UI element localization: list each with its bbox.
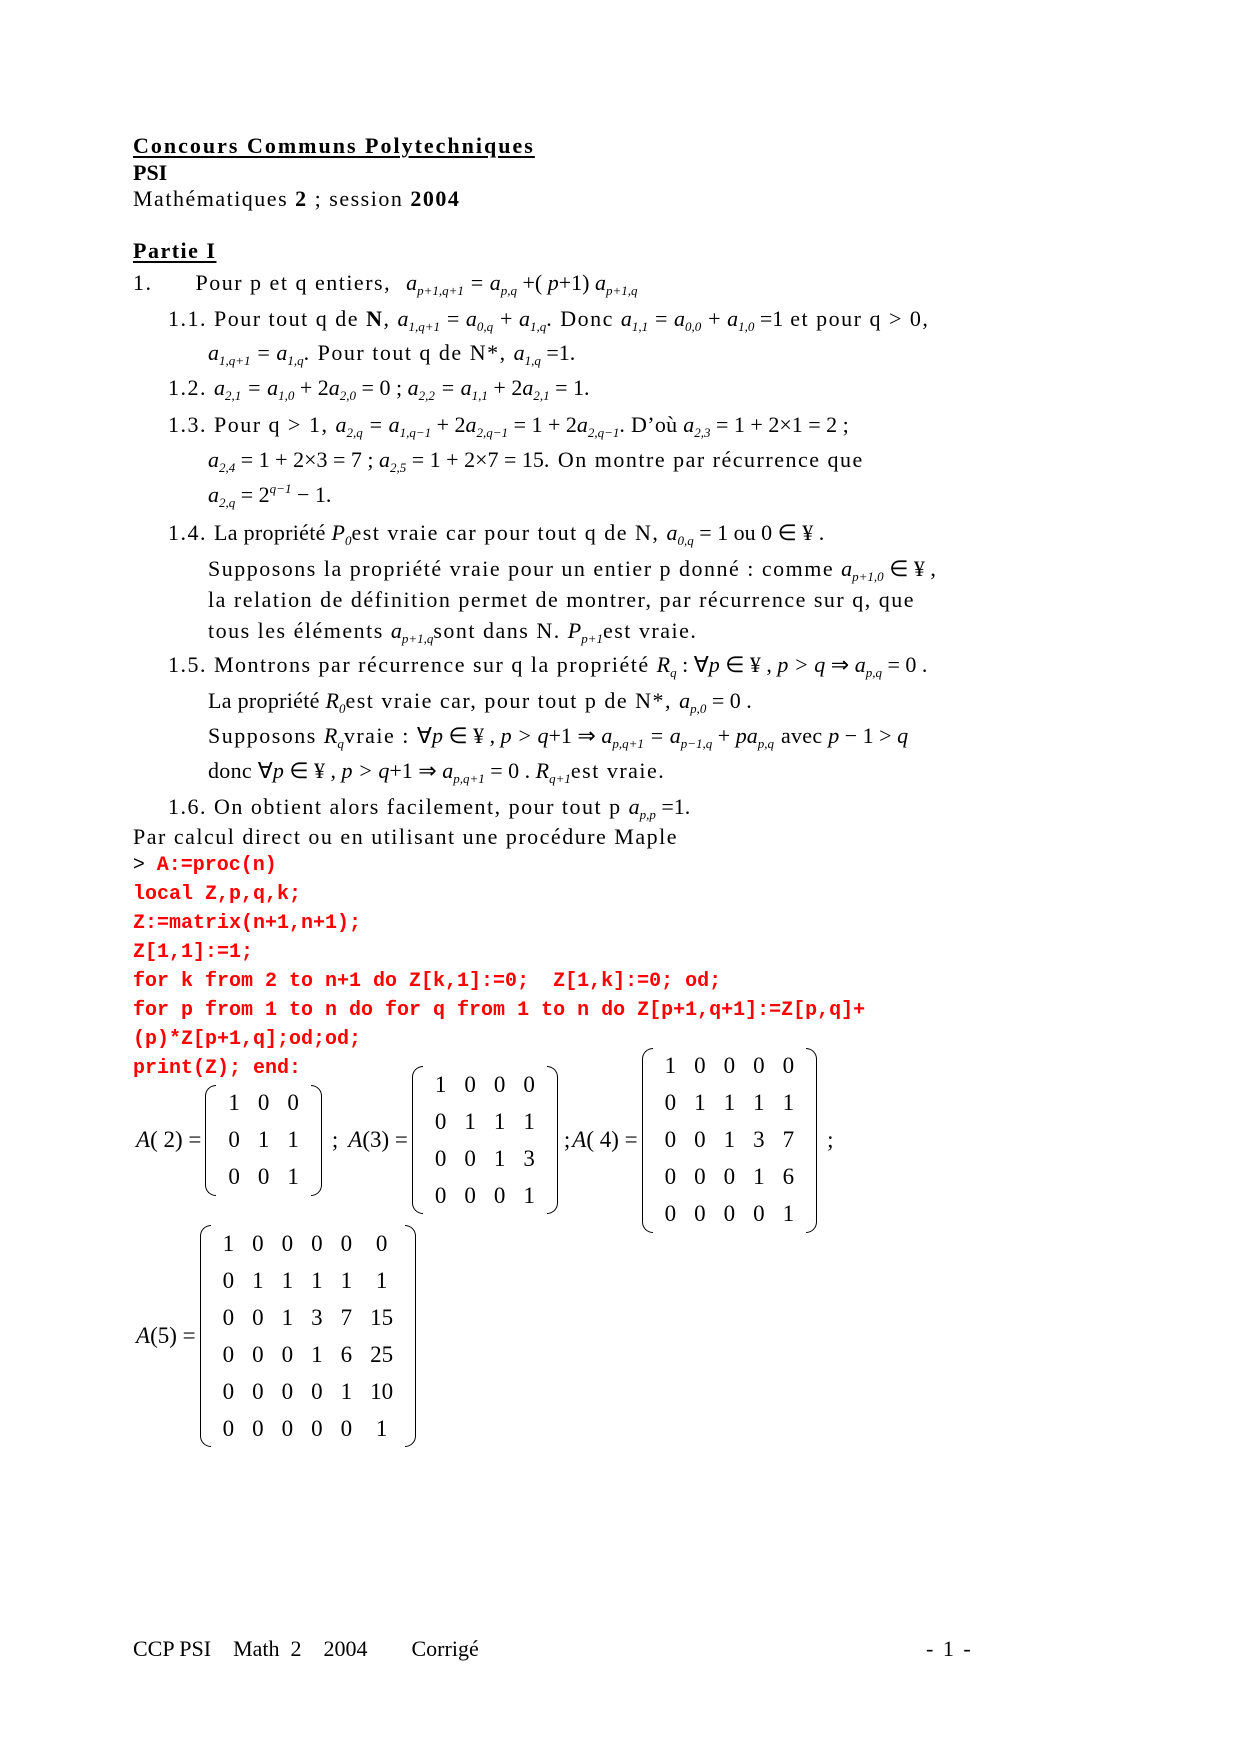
matrix-cell: 0 (694, 1053, 706, 1078)
formula: $a_{p+1,q}$ (390, 618, 434, 646)
question-1 (133, 270, 638, 296)
matrix-cell: 0 (311, 1378, 323, 1404)
matrix-cell: 0 (375, 1230, 388, 1256)
question-1-5-line-3 (208, 723, 908, 749)
set-N: N (366, 306, 384, 331)
matrix-cell: 1 (782, 1090, 795, 1115)
matrix-cell: 1 (311, 1341, 323, 1367)
matrix-cell: 0 (252, 1304, 264, 1330)
matrix-cell: 6 (782, 1164, 795, 1189)
matrix-cell: 1 (340, 1378, 353, 1404)
matrix-cell: 0 (753, 1053, 765, 1078)
matrix-label-a2: A( 2) = (136, 1127, 202, 1152)
matrix-cell: 0 (281, 1230, 294, 1256)
matrix-cell: 1 (464, 1108, 476, 1134)
question-1-3-line-1 (168, 412, 849, 438)
matrix-a4 (642, 1048, 818, 1233)
matrix-cell: 0 (723, 1201, 736, 1226)
question-1-5-line-1 (168, 652, 927, 678)
question-1-5-line-4 (208, 758, 665, 784)
text: et pour q > 0, (783, 306, 930, 331)
matrix-cell: 1 (782, 1201, 795, 1226)
matrix-cell: 1 (222, 1230, 235, 1256)
matrix-cell: 0 (664, 1201, 677, 1226)
matrix-cell: 0 (434, 1145, 447, 1171)
matrix-row (426, 1140, 544, 1177)
question-1-3-line-2 (208, 447, 864, 473)
matrix-row (656, 1196, 804, 1233)
matrix-cell: 1 (523, 1182, 535, 1208)
text: . Pour tout q de N*, (303, 340, 514, 365)
question-number: 1.6. (168, 794, 207, 819)
matrix-cell: 0 (252, 1341, 264, 1367)
text: Pour q > 1, (214, 412, 336, 437)
text: avec (780, 723, 829, 748)
matrix-cell: 0 (694, 1201, 706, 1226)
formula: p − 1 > q (828, 723, 909, 748)
matrix-row (426, 1066, 544, 1103)
formula: $a_{1,q} =1$. (513, 340, 576, 368)
matrix-cell: 0 (434, 1182, 447, 1208)
matrix-cell: 0 (464, 1145, 476, 1171)
question-1-4-line-1 (168, 520, 824, 546)
matrix-a5 (200, 1225, 417, 1447)
matrix-cell: 0 (493, 1182, 506, 1208)
matrix-cell: 1 (493, 1145, 506, 1171)
text: tous les éléments (208, 618, 391, 643)
code-line: A:=proc(n) (156, 854, 277, 877)
matrix-cell: 1 (493, 1108, 506, 1134)
matrix-row (214, 1410, 403, 1447)
question-1-6 (168, 794, 690, 820)
matrix-separator: ; (331, 1127, 339, 1152)
matrix-cell: 1 (753, 1164, 765, 1189)
text: La propriété (208, 688, 326, 713)
matrix-cell: 0 (782, 1053, 795, 1078)
matrix-cell: 1 (664, 1053, 677, 1078)
matrix-row (426, 1177, 544, 1214)
formula: $R_q$ : ∀p ∈ ¥ , p > q ⇒ $a_{p,q} = 0$ . (656, 652, 928, 680)
matrix-label-a4: A( 4) = (572, 1127, 638, 1152)
matrix-cell: 0 (340, 1230, 353, 1256)
question-1-1-line-1: 1.1. Pour tout q de N, $a_{1,q+1} = a_{0,q} + a_{1,q}$. Donc $a_{1,1} = a_{0,0} + a_{1,0} =1$ et pour q > 0, (168, 306, 930, 334)
formula: $a_{2,1} = a_{1,0} + 2a_{2,0} = 0$ ; $a_{2,2} = a_{1,1} + 2a_{2,1} = 1$. (214, 375, 590, 403)
matrix-cell: 1 (287, 1164, 299, 1189)
matrix-cell: 1 (287, 1127, 299, 1152)
question-1-4-line-3: la relation de définition permet de montrer, par récurrence sur q, que (208, 587, 916, 612)
matrix-row (214, 1262, 403, 1299)
matrix-cell: 0 (252, 1378, 264, 1404)
text: Pour tout q de (214, 306, 367, 331)
matrix-cell: 1 (523, 1108, 535, 1134)
matrix-cell: 0 (281, 1341, 294, 1367)
matrix-cell: 0 (664, 1164, 677, 1189)
subject-line (133, 186, 460, 212)
matrix-row (219, 1159, 308, 1196)
matrix-cell: 0 (340, 1415, 353, 1441)
formula: $a_{p+1,0}$ ∈ ¥ , (841, 556, 936, 584)
matrix-row (219, 1085, 308, 1122)
question-number: 1.4. (168, 520, 207, 545)
matrix-row (219, 1122, 308, 1159)
formula: $a_{p,0} = 0$ . (679, 688, 752, 716)
matrix-cell: 1 (281, 1304, 294, 1330)
matrix-cell: 0 (281, 1415, 294, 1441)
matrix-cell: 1 (340, 1267, 353, 1293)
matrix-separator: ; (827, 1127, 834, 1152)
matrix-row (656, 1122, 804, 1159)
matrix-cell: 0 (311, 1230, 323, 1256)
text: . On montre par récurrence que (543, 447, 864, 472)
matrix-cell: 7 (782, 1127, 795, 1152)
formula: $R_q$ (323, 723, 344, 751)
matrix-cell: 0 (493, 1071, 506, 1097)
text: vraie : (343, 723, 417, 748)
formula: $a_{1,q+1} = a_{0,q} + a_{1,q}$ (397, 306, 547, 334)
subject-prefix: Mathématiques (133, 186, 296, 211)
matrix-a2 (205, 1085, 322, 1196)
text: . Donc (546, 306, 621, 331)
text: est vraie car pour tout q de N, (351, 520, 667, 545)
question-number: 1. (133, 270, 153, 295)
matrices-row-2 (136, 1225, 416, 1447)
question-number: 1.1. (168, 306, 207, 331)
matrices-row-1 (136, 1053, 844, 1226)
matrix-cell: 0 (222, 1341, 235, 1367)
matrix-row (656, 1048, 804, 1085)
formula: $P_{p+1}$ (567, 618, 603, 646)
matrix-cell: 0 (464, 1182, 476, 1208)
matrix-cell: 0 (281, 1378, 294, 1404)
text: est vraie car, pour tout p de N*, (345, 688, 680, 713)
matrix-cell: 1 (228, 1090, 240, 1115)
formula: $a_{1,q+1} = a_{1,q}$ (208, 340, 304, 368)
matrix-label-a5: A(5) = (136, 1323, 196, 1348)
question-number: 1.5. (168, 652, 207, 677)
code-line: Z:=matrix(n+1,n+1); (133, 912, 362, 935)
matrix-cell: 1 (257, 1127, 270, 1152)
matrix-cell: 0 (222, 1378, 235, 1404)
subject-number: 2 (295, 186, 308, 211)
text: Supposons (208, 723, 324, 748)
matrix-row (214, 1225, 403, 1262)
matrix-cell: 1 (311, 1267, 323, 1293)
code-line: for k from 2 to n+1 do Z[k,1]:=0; Z[1,k]:=0; od; (133, 970, 722, 993)
matrix-cell: 0 (257, 1164, 270, 1189)
matrix-cell: 0 (434, 1108, 447, 1134)
matrix-cell: 1 (753, 1090, 765, 1115)
text: La propriété (214, 520, 332, 545)
matrix-cell: 25 (370, 1341, 394, 1367)
matrix-row (426, 1103, 544, 1140)
maple-intro: Par calcul direct ou en utilisant une procédure Maple (133, 824, 678, 849)
matrix-cell: 0 (664, 1090, 677, 1115)
matrix-row (656, 1085, 804, 1122)
matrix-cell: 15 (370, 1304, 394, 1330)
matrix-cell: 1 (375, 1267, 388, 1293)
question-1-4-line-4 (208, 618, 697, 644)
matrix-cell: 0 (664, 1127, 677, 1152)
text: donc (208, 758, 258, 783)
text: est vraie. (570, 758, 666, 783)
filiere-label: PSI (133, 160, 168, 185)
matrix-row (214, 1299, 403, 1336)
formula: ∀p ∈ ¥ , p > q+1 ⇒ $a_{p,q+1} = a_{p-1,q} + pa_{p,q}$ (416, 723, 774, 751)
matrix-cell: 0 (257, 1090, 270, 1115)
matrix-a3 (412, 1066, 558, 1214)
formula: $a_{2,4} = 1 + 2\times 3 = 7$ ; $a_{2,5} = 1 + 2\times 7 = 15$ (208, 447, 544, 475)
matrix-cell: 0 (222, 1304, 235, 1330)
page-number: - 1 - (926, 1636, 973, 1661)
code-line: Z[1,1]:=1; (133, 941, 254, 964)
matrix-cell: 0 (287, 1090, 299, 1115)
formula: $a_{1,1} = a_{0,0} + a_{1,0} =1$ (620, 306, 784, 334)
matrix-row (656, 1159, 804, 1196)
code-line: local Z,p,q,k; (133, 883, 302, 906)
question-1-1-line-2 (208, 340, 575, 366)
matrix-cell: 0 (694, 1127, 706, 1152)
matrix-cell: 3 (311, 1304, 323, 1330)
formula: $P_0$ (331, 520, 352, 548)
matrix-cell: 0 (252, 1230, 264, 1256)
matrix-cell: 1 (252, 1267, 264, 1293)
matrix-cell: 0 (694, 1164, 706, 1189)
session-year: 2004 (410, 186, 461, 211)
matrix-cell: 1 (434, 1071, 447, 1097)
matrix-cell: 0 (723, 1164, 736, 1189)
text: Supposons la propriété vraie pour un entier p donné : comme (208, 556, 842, 581)
question-text: Pour p et q entiers, (195, 270, 392, 295)
formula: $a_{2,3} = 1 + 2\times 1 = 2$ ; (683, 412, 849, 440)
formula: $a_{0,q} = 1$ ou 0 ∈ ¥ . (666, 520, 825, 548)
matrix-cell: 0 (311, 1415, 323, 1441)
footer-left: CCP PSI Math 2 2004 Corrigé (133, 1636, 479, 1661)
recurrence-formula: $a_{p+1,q+1} = a_{p,q}$ +( p+1) $a_{p+1,q}$ (406, 270, 638, 298)
matrix-cell: 0 (723, 1053, 736, 1078)
formula: $a_{2,q} = 2^{q-1} - 1$. (208, 481, 332, 510)
matrix-cell: 6 (340, 1341, 353, 1367)
part-title: Partie I (133, 238, 217, 263)
matrix-cell: 0 (228, 1164, 240, 1189)
matrix-cell: 1 (723, 1127, 736, 1152)
text: On obtient alors facilement, pour tout p (214, 794, 629, 819)
matrix-cell: 0 (222, 1267, 235, 1293)
matrix-cell: 7 (340, 1304, 353, 1330)
formula: $a_{p,p} =1$. (628, 794, 691, 822)
matrix-cell: 0 (753, 1201, 765, 1226)
question-1-3-line-3 (208, 482, 331, 508)
matrix-cell: 0 (228, 1127, 240, 1152)
matrix-cell: 0 (464, 1071, 476, 1097)
formula: $a_{2,q} = a_{1,q-1} + 2a_{2,q-1} = 1 + 2a_{2,q-1}$ (335, 412, 620, 440)
code-line: for p from 1 to n do for q from 1 to n do Z[p+1,q+1]:=Z[p,q]+ (133, 999, 866, 1022)
matrix-cell: 1 (375, 1415, 388, 1441)
question-1-2 (168, 375, 590, 401)
question-1-5-line-2 (208, 688, 752, 714)
matrix-cell: 10 (370, 1378, 394, 1404)
question-1-4-line-2 (208, 556, 936, 582)
question-number: 1.2. (168, 375, 207, 400)
matrix-cell: 1 (694, 1090, 706, 1115)
matrix-cell: 1 (281, 1267, 294, 1293)
matrix-cell: 3 (523, 1145, 535, 1171)
document-title: Concours Communs Polytechniques (133, 133, 535, 158)
text: est vraie. (602, 618, 698, 643)
matrix-cell: 0 (523, 1071, 535, 1097)
matrix-label-a3: A(3) = (348, 1127, 408, 1152)
maple-prompt: > (133, 853, 145, 875)
question-number: 1.3. (168, 412, 207, 437)
formula: $R_0$ (325, 688, 346, 716)
matrix-row (214, 1336, 403, 1373)
matrix-cell: 1 (723, 1090, 736, 1115)
text: . D’où (619, 412, 684, 437)
matrix-cell: 0 (222, 1415, 235, 1441)
text: sont dans N. (433, 618, 568, 643)
text: Montrons par récurrence sur q la propriété (214, 652, 657, 677)
code-line: print(Z); end: (133, 1057, 302, 1080)
matrix-cell: 0 (252, 1415, 264, 1441)
code-line: (p)*Z[p+1,q];od;od; (133, 1028, 362, 1051)
session-label: ; session (307, 186, 411, 211)
matrix-row (214, 1373, 403, 1410)
matrix-separator: ; (563, 1127, 571, 1152)
formula: ∀p ∈ ¥ , p > q+1 ⇒ $a_{p,q+1} = 0$ . $R_{q+1}$ (257, 758, 571, 786)
matrix-cell: 3 (753, 1127, 765, 1152)
